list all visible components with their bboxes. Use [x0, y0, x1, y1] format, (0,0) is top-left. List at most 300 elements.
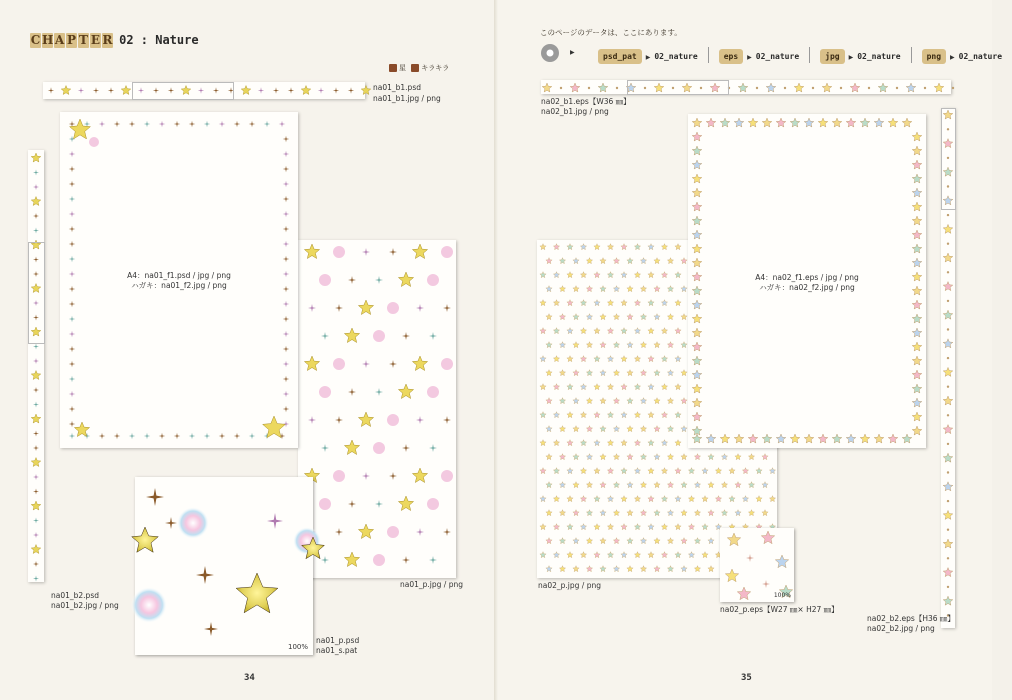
star-icon [580, 496, 586, 502]
star-icon [607, 384, 613, 390]
sparkle-icon [69, 181, 76, 188]
star-icon [681, 286, 687, 292]
dot-icon [947, 586, 949, 588]
star-icon [627, 566, 633, 572]
star-icon [675, 468, 681, 474]
zoom-level: 100% [773, 592, 791, 599]
star-icon [621, 356, 627, 362]
star-icon [304, 244, 319, 259]
sparkle-icon [33, 170, 39, 176]
star-icon [634, 384, 640, 390]
star-icon [573, 426, 579, 432]
star-icon [559, 566, 565, 572]
label-na01-s-pat: na01_s.pat [316, 646, 358, 655]
zoomed-star-pattern [135, 477, 313, 655]
star-icon [675, 244, 681, 250]
star-icon [559, 510, 565, 516]
star-icon [681, 258, 687, 264]
sparkle-icon [416, 304, 424, 312]
sparkle-icon [348, 388, 356, 396]
star-icon [681, 342, 687, 348]
sparkle-icon [69, 376, 76, 383]
sparkle-icon [249, 121, 256, 128]
star-icon [586, 342, 592, 348]
dot-icon [427, 386, 439, 398]
star-icon [681, 538, 687, 544]
star-icon [586, 482, 592, 488]
star-icon [661, 468, 667, 474]
dot-icon [947, 557, 949, 559]
star-icon [573, 482, 579, 488]
star-icon [762, 510, 768, 516]
sparkle-icon [114, 433, 121, 440]
star-icon [943, 539, 953, 548]
sparkle-icon [78, 87, 84, 93]
star-icon [943, 396, 953, 405]
dot-icon [319, 498, 331, 510]
star-icon [546, 454, 552, 460]
star-icon [31, 371, 41, 380]
dot-icon [947, 500, 949, 502]
star-icon [613, 398, 619, 404]
star-icon [822, 83, 832, 92]
star-icon [654, 286, 660, 292]
sparkle-icon [69, 196, 76, 203]
rainbow-blob-icon [177, 507, 209, 539]
star-icon [943, 224, 953, 233]
sparkle-icon [146, 488, 164, 506]
star-icon [775, 555, 788, 568]
star-icon [586, 426, 592, 432]
star-icon [692, 398, 702, 407]
sparkle-icon [746, 554, 754, 562]
star-icon [546, 258, 552, 264]
star-icon [613, 454, 619, 460]
dot-icon [947, 529, 949, 531]
dot-icon [896, 87, 898, 89]
star-icon [720, 118, 730, 127]
label-na01-p-psd: na01_p.psd [316, 636, 360, 645]
sparkle-icon [402, 444, 410, 452]
star-icon [692, 230, 702, 239]
label-na01-b2-jpg: na01_b2.jpg / png [51, 601, 119, 610]
star-icon [721, 510, 727, 516]
sparkle-icon [33, 445, 39, 451]
star-icon [934, 83, 944, 92]
disc-icon [540, 43, 562, 63]
star-icon [600, 482, 606, 488]
dot-icon [427, 274, 439, 286]
star-icon [621, 328, 627, 334]
label-na02-b2-eps: na02_b2.eps【H36 ㎜】 [867, 614, 955, 623]
dot-icon [333, 246, 345, 258]
star-icon [600, 258, 606, 264]
star-icon [790, 434, 800, 443]
sparkle-icon [416, 416, 424, 424]
sparkle-icon [273, 87, 279, 93]
star-icon [567, 496, 573, 502]
sparkle-icon [443, 304, 451, 312]
star-icon [598, 83, 608, 92]
star-icon [681, 482, 687, 488]
sparkle-icon [69, 391, 76, 398]
dot-icon [319, 274, 331, 286]
sparkle-icon [33, 387, 39, 393]
sparkle-icon [283, 166, 290, 173]
star-icon [648, 272, 654, 278]
sparkle-vertical-pattern [28, 150, 44, 582]
star-icon [912, 146, 922, 155]
star-icon [580, 524, 586, 530]
star-icon [412, 244, 427, 259]
star-icon [648, 384, 654, 390]
star-icon [654, 398, 660, 404]
sparkle-icon [108, 87, 114, 93]
sparkle-icon [402, 556, 410, 564]
chapter-letter: A [54, 33, 65, 47]
sparkle-icon [283, 376, 290, 383]
sparkle-icon [69, 211, 76, 218]
repeat-unit-marker [28, 242, 45, 344]
star-icon [748, 510, 754, 516]
sparkle-icon [429, 444, 437, 452]
star-icon [607, 468, 613, 474]
star-icon [692, 258, 702, 267]
sparkle-icon [33, 431, 39, 437]
label-na02-p-eps: na02_p.eps【W27 ㎜× H27 ㎜】 [720, 605, 839, 614]
sparkle-icon [762, 580, 770, 588]
sparkle-icon [129, 121, 136, 128]
data-location-note: このページのデータは、ここにあります。 [540, 28, 682, 37]
star-icon [553, 384, 559, 390]
legend [389, 63, 449, 73]
folder-name: 02_nature [958, 52, 1003, 61]
star-icon [398, 272, 413, 287]
sparkle-icon [429, 332, 437, 340]
star-icon [912, 258, 922, 267]
star-icon [573, 342, 579, 348]
star-icon [912, 314, 922, 323]
chapter-word [30, 29, 114, 48]
star-icon [580, 328, 586, 334]
star-icon [627, 314, 633, 320]
sparkle-icon [33, 358, 39, 364]
star-icon [661, 440, 667, 446]
dot-icon [441, 358, 453, 370]
arrow-icon: ▶ [747, 54, 752, 61]
star-icon [762, 434, 772, 443]
star-icon [540, 496, 546, 502]
star-icon [567, 384, 573, 390]
star-icon [358, 524, 373, 539]
star-icon [721, 454, 727, 460]
sparkle-icon [283, 316, 290, 323]
star-icon [344, 328, 359, 343]
star-icon [580, 468, 586, 474]
star-icon [648, 244, 654, 250]
dot-icon [616, 87, 618, 89]
star-icon [943, 310, 953, 319]
star-icon [667, 426, 673, 432]
sparkle-icon [33, 532, 39, 538]
star-icon [654, 566, 660, 572]
star-icon [613, 510, 619, 516]
dot-icon [868, 87, 870, 89]
star-icon [344, 552, 359, 567]
arrow-icon: ▶ [848, 54, 854, 61]
file-type-badge: jpg [820, 49, 844, 64]
sparkle-icon [375, 388, 383, 396]
star-icon [943, 425, 953, 434]
folder-path-eps [719, 44, 799, 63]
star-icon [692, 132, 702, 141]
star-icon [580, 356, 586, 362]
sparkle-icon [69, 361, 76, 368]
star-icon [694, 482, 700, 488]
star-icon [613, 314, 619, 320]
sparkle-icon [321, 332, 329, 340]
star-icon [600, 454, 606, 460]
dot-icon [947, 243, 949, 245]
star-icon [634, 496, 640, 502]
zoom-level: 100% [287, 643, 308, 651]
star-icon [553, 552, 559, 558]
star-icon [236, 573, 278, 613]
sparkle-icon [375, 276, 383, 284]
star-icon [640, 370, 646, 376]
star-icon [546, 370, 552, 376]
star-icon [640, 482, 646, 488]
border-strip-b1 [43, 82, 365, 99]
label-na01-b1-jpg: na01_b1.jpg / png [373, 94, 441, 103]
sparkle-icon [318, 87, 324, 93]
star-icon [818, 118, 828, 127]
sparkle-icon [69, 256, 76, 263]
sparkle-icon [348, 500, 356, 508]
star-icon [912, 216, 922, 225]
star-icon [654, 370, 660, 376]
sparkle-icon [33, 518, 39, 524]
star-icon [694, 510, 700, 516]
dot-icon [387, 302, 399, 314]
sparkle-icon [99, 433, 106, 440]
star-icon [846, 118, 856, 127]
star-icon [756, 468, 762, 474]
dot-icon [387, 414, 399, 426]
star-icon [729, 468, 735, 474]
star-icon [613, 426, 619, 432]
star-icon [667, 538, 673, 544]
star-icon [613, 370, 619, 376]
chapter-letter: P [66, 33, 77, 47]
star-icon [912, 188, 922, 197]
dot-icon [319, 386, 331, 398]
star-icon [304, 356, 319, 371]
star-icon [725, 569, 738, 582]
swatch-na01-p-zoom [135, 477, 313, 655]
pattern-sheet-na01-p [298, 240, 456, 578]
star-icon [640, 398, 646, 404]
sparkle-icon [33, 228, 39, 234]
star-icon [613, 258, 619, 264]
file-type-badge: png [922, 49, 946, 64]
folder-name: 02_nature [857, 52, 901, 61]
star-icon [912, 244, 922, 253]
sparkle-icon [69, 331, 76, 338]
separator [708, 47, 709, 63]
star-icon [546, 342, 552, 348]
label-na01-f2: ハガキ：na01_f2.jpg / png [131, 281, 227, 290]
star-icon [634, 272, 640, 278]
star-icon [627, 286, 633, 292]
folder-list [598, 44, 1012, 64]
star-icon [559, 398, 565, 404]
star-icon [737, 587, 750, 600]
dot-icon [560, 87, 562, 89]
star-icon [540, 552, 546, 558]
star-icon [398, 384, 413, 399]
star-icon [573, 370, 579, 376]
star-icon [553, 468, 559, 474]
sparkle-icon [196, 566, 214, 584]
star-icon [661, 328, 667, 334]
frame-sheet-na01-f1 [60, 112, 298, 448]
star-icon [640, 454, 646, 460]
star-icon [692, 328, 702, 337]
star-icon [594, 356, 600, 362]
star-icon [688, 496, 694, 502]
arrow-icon: ▶ [645, 54, 651, 61]
star-icon [708, 454, 714, 460]
star-icon [727, 533, 740, 546]
dot-icon [924, 87, 926, 89]
star-icon [692, 342, 702, 351]
star-icon [888, 434, 898, 443]
dot-icon [947, 271, 949, 273]
star-icon [586, 370, 592, 376]
star-icon [567, 356, 573, 362]
star-icon [769, 496, 775, 502]
star-icon [358, 300, 373, 315]
star-icon [912, 230, 922, 239]
star-icon [567, 524, 573, 530]
star-icon [594, 328, 600, 334]
star-icon [661, 384, 667, 390]
star-icon [943, 568, 953, 577]
star-icon [681, 454, 687, 460]
star-icon [721, 482, 727, 488]
star-icon [912, 412, 922, 421]
sparkle-icon [219, 433, 226, 440]
chapter-letter: C [30, 33, 41, 47]
sparkle-icon [33, 561, 39, 567]
star-icon [708, 566, 714, 572]
sparkle-icon [333, 87, 339, 93]
star-icon [943, 510, 953, 519]
chapter-letter: R [102, 33, 113, 47]
star-icon [546, 314, 552, 320]
star-icon [613, 286, 619, 292]
star-icon [580, 384, 586, 390]
star-icon [540, 384, 546, 390]
star-icon [874, 118, 884, 127]
star-icon [878, 83, 888, 92]
star-icon [553, 272, 559, 278]
star-icon [621, 496, 627, 502]
sparkle-icon [174, 121, 181, 128]
dot-icon [373, 442, 385, 454]
sparkle-icon [283, 331, 290, 338]
dot-icon [952, 87, 954, 89]
star-icon [540, 244, 546, 250]
label-na01-f1: A4：na01_f1.psd / jpg / png [127, 271, 231, 280]
star-icon [607, 328, 613, 334]
star-icon [573, 510, 579, 516]
star-icon [344, 440, 359, 455]
star-icon [912, 300, 922, 309]
sparkle-icon [335, 304, 343, 312]
sparkle-icon [308, 416, 316, 424]
star-icon [634, 300, 640, 306]
star-icon [675, 412, 681, 418]
star-icon [906, 83, 916, 92]
sparkle-icon [69, 241, 76, 248]
sparkle-icon [165, 517, 177, 529]
star-icon [708, 510, 714, 516]
sparkle-icon [362, 360, 370, 368]
star-icon [567, 328, 573, 334]
star-icon [586, 454, 592, 460]
star-icon [943, 282, 953, 291]
star-icon [634, 552, 640, 558]
star-icon [804, 118, 814, 127]
star-icon [621, 272, 627, 278]
label-na02-f2: ハガキ：na02_f2.jpg / png [759, 283, 855, 292]
star-icon [681, 566, 687, 572]
star-icon [594, 412, 600, 418]
star-icon [553, 328, 559, 334]
star-icon [738, 83, 748, 92]
star-icon [627, 510, 633, 516]
star-icon [540, 328, 546, 334]
dot-icon [333, 358, 345, 370]
star-icon [667, 398, 673, 404]
star-icon [860, 118, 870, 127]
star-icon [594, 468, 600, 474]
chapter-heading [30, 29, 199, 48]
star-icon [675, 552, 681, 558]
star-icon [661, 356, 667, 362]
star-icon [654, 342, 660, 348]
sparkle-icon [159, 433, 166, 440]
star-icon [654, 258, 660, 264]
separator [809, 47, 810, 63]
star-icon [553, 496, 559, 502]
sparkle-icon [204, 121, 211, 128]
legend-swatch-icon [389, 64, 397, 72]
sparkle-icon [159, 121, 166, 128]
sparkle-icon [443, 528, 451, 536]
star-icon [594, 272, 600, 278]
star-icon [600, 538, 606, 544]
dot-icon [441, 246, 453, 258]
star-icon [621, 412, 627, 418]
file-type-badge: psd_pat [598, 49, 642, 64]
star-icon [573, 314, 579, 320]
sparkle-icon [33, 184, 39, 190]
sparkle-icon [443, 416, 451, 424]
star-icon [912, 426, 922, 435]
